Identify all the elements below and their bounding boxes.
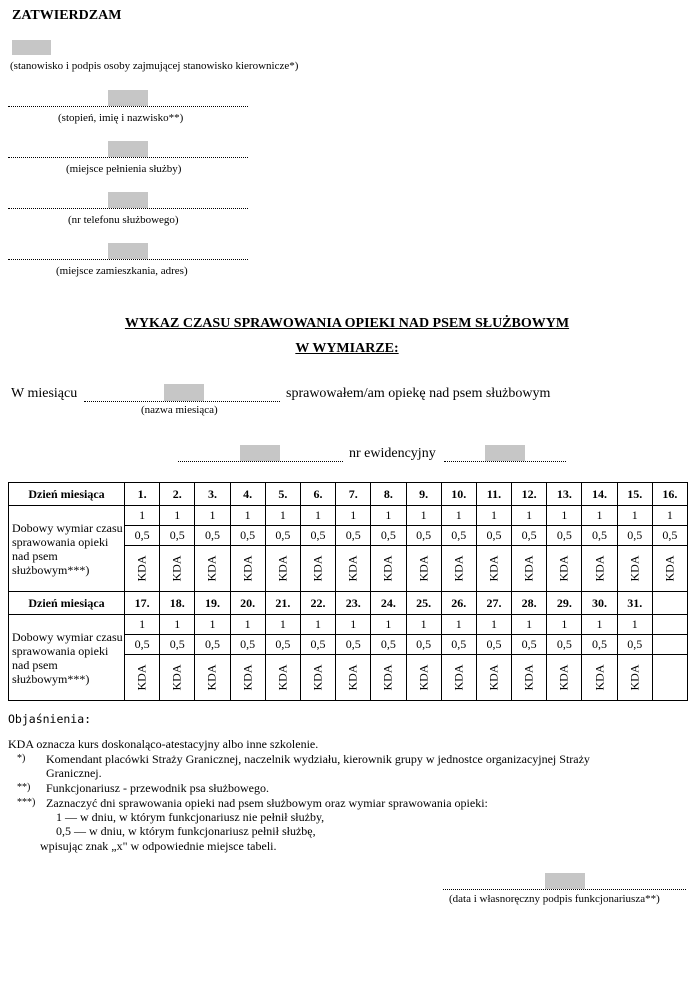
officer-name-line: [178, 461, 343, 462]
kda-cell[interactable]: [371, 655, 406, 701]
note-3-c: wpisując znak „x" w odpowiednie miejsce tabeli.: [40, 839, 277, 853]
kda-cell[interactable]: [582, 546, 617, 592]
kda-label: KDA: [345, 555, 360, 582]
evidence-number-field[interactable]: [485, 445, 525, 461]
value-one-cell[interactable]: 1: [125, 506, 160, 526]
position-signature-field[interactable]: [12, 40, 51, 55]
kda-label: KDA: [556, 555, 571, 582]
day-number: [652, 592, 687, 615]
value-half-cell[interactable]: 0,5: [547, 635, 582, 655]
value-one-cell[interactable]: 1: [336, 615, 371, 635]
kda-label: KDA: [451, 555, 466, 582]
kda-cell[interactable]: [547, 546, 582, 592]
kda-cell[interactable]: [441, 655, 476, 701]
day-number: 1.: [125, 483, 160, 506]
kda-label: KDA: [345, 664, 360, 691]
kda-cell[interactable]: [336, 546, 371, 592]
value-one-cell[interactable]: 1: [195, 615, 230, 635]
month-field[interactable]: [164, 384, 204, 401]
value-half-cell[interactable]: 0,5: [512, 526, 547, 546]
care-time-table: [8, 482, 688, 701]
value-half-cell[interactable]: 0,5: [547, 526, 582, 546]
phone-caption: (nr telefonu służbowego): [68, 214, 179, 226]
value-half-cell[interactable]: 0,5: [160, 635, 195, 655]
value-half-cell[interactable]: 0,5: [265, 635, 300, 655]
position-caption: (stanowisko i podpis osoby zajmującej stanowisko kierownicze*): [10, 60, 299, 72]
notes-heading: Objaśnienia:: [8, 712, 92, 726]
value-half-cell[interactable]: 0,5: [300, 635, 335, 655]
kda-label: KDA: [275, 555, 290, 582]
value-half-cell[interactable]: 0,5: [195, 526, 230, 546]
kda-cell[interactable]: [617, 655, 652, 701]
empty-cell: [652, 655, 687, 701]
empty-cell: [652, 635, 687, 655]
value-one-cell[interactable]: 1: [476, 506, 511, 526]
value-half-cell[interactable]: 0,5: [512, 635, 547, 655]
value-half-cell[interactable]: 0,5: [441, 635, 476, 655]
address-field[interactable]: [108, 243, 148, 259]
service-place-field[interactable]: [108, 141, 148, 157]
empty-cell: [652, 615, 687, 635]
rank-name-line: [8, 106, 248, 107]
kda-cell[interactable]: [300, 655, 335, 701]
value-half-cell[interactable]: 0,5: [336, 526, 371, 546]
note-3: Zaznaczyć dni sprawowania opieki nad psem służbowym oraz wymiar sprawowania opieki:: [46, 796, 488, 810]
kda-label: KDA: [380, 664, 395, 691]
value-one-cell[interactable]: 1: [300, 506, 335, 526]
day-number: 23.: [336, 592, 371, 615]
month-line: [84, 401, 280, 402]
day-number: 3.: [195, 483, 230, 506]
value-half-cell[interactable]: 0,5: [406, 526, 441, 546]
service-place-line: [8, 157, 248, 158]
value-half-cell[interactable]: 0,5: [300, 526, 335, 546]
kda-cell[interactable]: [336, 655, 371, 701]
value-one-cell[interactable]: 1: [265, 506, 300, 526]
day-number: 28.: [512, 592, 547, 615]
kda-label: KDA: [275, 664, 290, 691]
kda-label: KDA: [240, 555, 255, 582]
kda-cell[interactable]: [371, 546, 406, 592]
day-number: 16.: [652, 483, 687, 506]
kda-cell[interactable]: [195, 655, 230, 701]
kda-label: KDA: [134, 555, 149, 582]
kda-label: KDA: [627, 664, 642, 691]
day-number: 27.: [476, 592, 511, 615]
kda-label: KDA: [310, 664, 325, 691]
month-suffix: sprawowałem/am opiekę nad psem służbowym: [286, 386, 551, 401]
kda-label: KDA: [169, 664, 184, 691]
signature-caption: (data i własnoręczny podpis funkcjonariusza**): [449, 893, 660, 905]
kda-label: KDA: [556, 664, 571, 691]
kda-cell[interactable]: [406, 546, 441, 592]
value-half-cell[interactable]: 0,5: [617, 526, 652, 546]
value-half-cell[interactable]: 0,5: [617, 635, 652, 655]
kda-cell[interactable]: [652, 546, 687, 592]
value-one-cell[interactable]: 1: [160, 615, 195, 635]
kda-label: KDA: [521, 664, 536, 691]
value-one-cell[interactable]: 1: [582, 615, 617, 635]
note-1-line2: Granicznej.: [46, 766, 102, 780]
kda-label: KDA: [451, 664, 466, 691]
kda-cell[interactable]: [195, 546, 230, 592]
kda-label: KDA: [521, 555, 536, 582]
value-one-cell[interactable]: 1: [406, 615, 441, 635]
day-number: 29.: [547, 592, 582, 615]
kda-label: KDA: [169, 555, 184, 582]
month-prefix: W miesiącu: [11, 386, 78, 401]
rank-caption: (stopień, imię i nazwisko**): [58, 112, 184, 124]
note-1-line1: Komendant placówki Straży Granicznej, naczelnik wydziału, kierownik grupy w jednostce organizacyjnej Straży: [46, 752, 590, 766]
value-one-cell[interactable]: 1: [512, 506, 547, 526]
value-half-cell[interactable]: 0,5: [336, 635, 371, 655]
kda-cell[interactable]: [125, 546, 160, 592]
value-half-cell[interactable]: 0,5: [582, 635, 617, 655]
evidence-label: nr ewidencyjny: [349, 446, 436, 461]
value-half-cell[interactable]: 0,5: [441, 526, 476, 546]
value-one-cell[interactable]: 1: [230, 506, 265, 526]
day-number: 18.: [160, 592, 195, 615]
value-half-cell[interactable]: 0,5: [195, 635, 230, 655]
day-number: 15.: [617, 483, 652, 506]
day-number: 9.: [406, 483, 441, 506]
kda-cell[interactable]: [476, 655, 511, 701]
day-number: 30.: [582, 592, 617, 615]
value-one-cell[interactable]: 1: [512, 615, 547, 635]
kda-cell[interactable]: [125, 655, 160, 701]
day-number: 10.: [441, 483, 476, 506]
document-title: WYKAZ CZASU SPRAWOWANIA OPIEKI NAD PSEM SŁUŻBOWYM: [124, 316, 570, 331]
value-one-cell[interactable]: 1: [617, 615, 652, 635]
day-header-label: Dzień miesiąca: [9, 592, 125, 615]
kda-cell[interactable]: [547, 655, 582, 701]
row-label: Dobowy wymiar czasu sprawowania opieki nad psem służbowym***): [9, 506, 125, 592]
value-one-cell[interactable]: 1: [125, 615, 160, 635]
value-one-cell[interactable]: 1: [441, 506, 476, 526]
day-number: 11.: [476, 483, 511, 506]
day-number: 31.: [617, 592, 652, 615]
day-number: 17.: [125, 592, 160, 615]
unit-caption: (miejsce pełnienia służby): [66, 163, 182, 175]
value-one-cell[interactable]: 1: [371, 615, 406, 635]
day-number: 8.: [371, 483, 406, 506]
day-header-label: Dzień miesiąca: [9, 483, 125, 506]
value-one-cell[interactable]: 1: [617, 506, 652, 526]
kda-label: KDA: [592, 664, 607, 691]
kda-label: KDA: [662, 555, 677, 582]
month-caption: (nazwa miesiąca): [141, 404, 218, 416]
officer-name-field[interactable]: [240, 445, 280, 461]
row-label: Dobowy wymiar czasu sprawowania opieki nad psem służbowym***): [9, 615, 125, 701]
value-half-cell[interactable]: 0,5: [652, 526, 687, 546]
day-number: 7.: [336, 483, 371, 506]
value-one-cell[interactable]: 1: [336, 506, 371, 526]
kda-cell[interactable]: [476, 546, 511, 592]
kda-cell[interactable]: [265, 546, 300, 592]
value-half-cell[interactable]: 0,5: [125, 635, 160, 655]
signature-field[interactable]: [545, 873, 585, 889]
value-one-cell[interactable]: 1: [300, 615, 335, 635]
day-number: 14.: [582, 483, 617, 506]
kda-label: KDA: [486, 555, 501, 582]
day-number: 6.: [300, 483, 335, 506]
value-one-cell[interactable]: 1: [195, 506, 230, 526]
value-one-cell[interactable]: 1: [441, 615, 476, 635]
phone-field[interactable]: [108, 192, 148, 208]
phone-line: [8, 208, 248, 209]
value-one-cell[interactable]: 1: [547, 506, 582, 526]
value-one-cell[interactable]: 1: [476, 615, 511, 635]
kda-label: KDA: [416, 555, 431, 582]
day-number: 4.: [230, 483, 265, 506]
note-2-mark: **): [17, 782, 31, 793]
value-half-cell[interactable]: 0,5: [230, 635, 265, 655]
kda-cell[interactable]: [582, 655, 617, 701]
kda-cell[interactable]: [230, 546, 265, 592]
value-one-cell[interactable]: 1: [582, 506, 617, 526]
value-half-cell[interactable]: 0,5: [265, 526, 300, 546]
value-half-cell[interactable]: 0,5: [160, 526, 195, 546]
day-number: 25.: [406, 592, 441, 615]
value-half-cell[interactable]: 0,5: [125, 526, 160, 546]
kda-cell[interactable]: [160, 655, 195, 701]
day-number: 5.: [265, 483, 300, 506]
evidence-number-line: [444, 461, 566, 462]
day-number: 2.: [160, 483, 195, 506]
approve-heading: ZATWIERDZAM: [12, 8, 122, 23]
kda-label: KDA: [486, 664, 501, 691]
kda-label: KDA: [204, 664, 219, 691]
value-one-cell[interactable]: 1: [160, 506, 195, 526]
value-one-cell[interactable]: 1: [230, 615, 265, 635]
value-half-cell[interactable]: 0,5: [476, 635, 511, 655]
value-half-cell[interactable]: 0,5: [582, 526, 617, 546]
day-number: 22.: [300, 592, 335, 615]
kda-cell[interactable]: [300, 546, 335, 592]
value-one-cell[interactable]: 1: [371, 506, 406, 526]
value-half-cell[interactable]: 0,5: [371, 635, 406, 655]
kda-cell[interactable]: [265, 655, 300, 701]
day-number: 24.: [371, 592, 406, 615]
note-3-a: 1 — w dniu, w którym funkcjonariusz nie pełnił służby,: [56, 810, 325, 824]
day-number: 26.: [441, 592, 476, 615]
value-one-cell[interactable]: 1: [652, 506, 687, 526]
value-half-cell[interactable]: 0,5: [371, 526, 406, 546]
kda-cell[interactable]: [512, 655, 547, 701]
address-caption: (miejsce zamieszkania, adres): [56, 265, 188, 277]
kda-label: KDA: [240, 664, 255, 691]
note-2: Funkcjonariusz - przewodnik psa służbowego.: [46, 781, 269, 795]
kda-label: KDA: [310, 555, 325, 582]
kda-label: KDA: [627, 555, 642, 582]
kda-label: KDA: [134, 664, 149, 691]
value-one-cell[interactable]: 1: [265, 615, 300, 635]
kda-label: KDA: [416, 664, 431, 691]
kda-cell[interactable]: [512, 546, 547, 592]
value-half-cell[interactable]: 0,5: [406, 635, 441, 655]
kda-cell[interactable]: [441, 546, 476, 592]
document-subtitle: W WYMIARZE:: [295, 341, 399, 356]
note-kda: KDA oznacza kurs doskonaląco-atestacyjny albo inne szkolenie.: [8, 737, 319, 751]
note-1-mark: *): [17, 753, 26, 764]
rank-name-field[interactable]: [108, 90, 148, 106]
day-number: 20.: [230, 592, 265, 615]
note-3-mark: ***): [17, 797, 36, 808]
kda-cell[interactable]: [230, 655, 265, 701]
address-line: [8, 259, 248, 260]
value-half-cell[interactable]: 0,5: [476, 526, 511, 546]
value-one-cell[interactable]: 1: [406, 506, 441, 526]
kda-cell[interactable]: [617, 546, 652, 592]
day-number: 19.: [195, 592, 230, 615]
kda-label: KDA: [592, 555, 607, 582]
day-number: 13.: [547, 483, 582, 506]
kda-label: KDA: [380, 555, 395, 582]
value-one-cell[interactable]: 1: [547, 615, 582, 635]
day-number: 21.: [265, 592, 300, 615]
note-3-b: 0,5 — w dniu, w którym funkcjonariusz pełnił służbę,: [56, 824, 316, 838]
kda-label: KDA: [204, 555, 219, 582]
value-half-cell[interactable]: 0,5: [230, 526, 265, 546]
kda-cell[interactable]: [406, 655, 441, 701]
signature-line: [443, 889, 686, 890]
kda-cell[interactable]: [160, 546, 195, 592]
day-number: 12.: [512, 483, 547, 506]
